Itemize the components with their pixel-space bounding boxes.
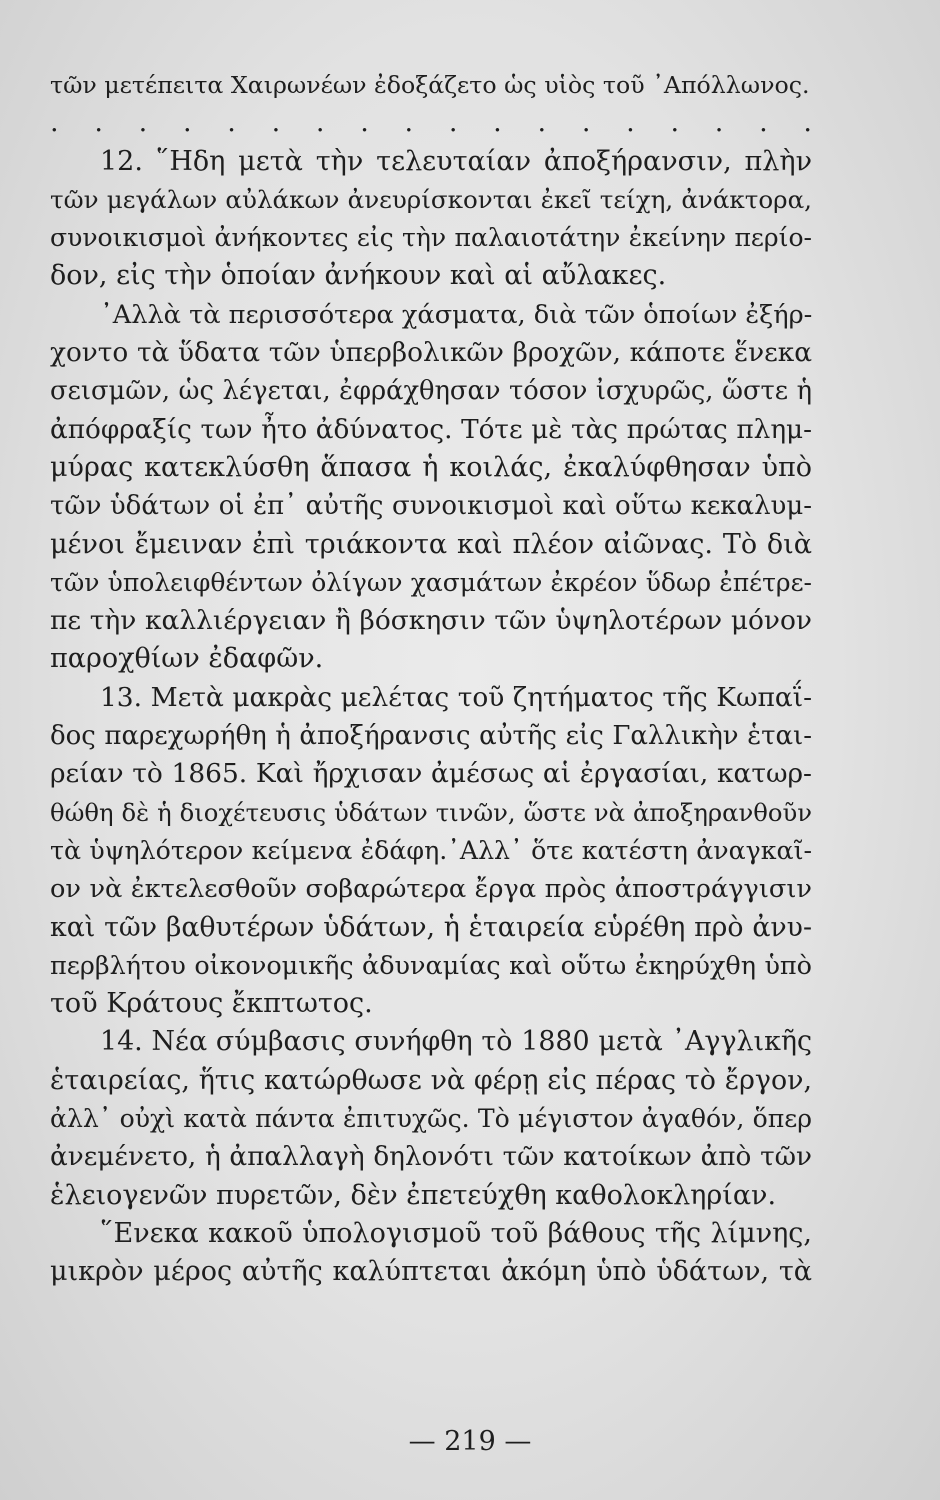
text-line: ᾿Αλλὰ τὰ περισσότερα χάσματα, διὰ τῶν ὁποίων ἐξήρ- xyxy=(100,299,813,330)
text-line: ον νὰ ἐκτελεσθοῦν σοβαρώτερα ἔργα πρὸς ἀποστράγγισιν xyxy=(50,874,812,905)
text-line: δος παρεχωρήθη ἡ ἀποξήρανσις αὐτῆς εἰς Γαλλικὴν ἑται- xyxy=(50,721,812,752)
text-line: τῶν ὑδάτων οἱ ἐπ᾿ αὐτῆς συνοικισμοὶ καὶ οὕτω κεκαλυμ- xyxy=(50,491,812,522)
text-line: χοντο τὰ ὕδατα τῶν ὑπερβολικῶν βροχῶν, κάποτε ἕνεκα xyxy=(50,338,812,369)
text-line: ἑταιρείας, ἥτις κατώρθωσε νὰ φέρῃ εἰς πέρας τὸ ἔργον, xyxy=(50,1064,812,1096)
text-line: σεισμῶν, ὡς λέγεται, ἐφράχθησαν τόσον ἰσχυρῶς, ὥστε ἡ xyxy=(50,376,812,407)
text-line: τῶν μεγάλων αὐλάκων ἀνευρίσκονται ἐκεῖ τείχη, ἀνάκτορα, xyxy=(50,184,812,214)
text-line: 13. Μετὰ μακρὰς μελέτας τοῦ ζητήματος τῆς Κωπαΐ- xyxy=(100,681,812,713)
text-line: ἀπόφραξίς των ἦτο ἀδύνατος. Τότε μὲ τὰς πρώτας πλημ- xyxy=(50,414,812,445)
ellipsis-line: . . . . . . . . . . . . . . . . . . xyxy=(50,107,812,139)
text-line: ῞Ενεκα κακοῦ ὑπολογισμοῦ τοῦ βάθους τῆς λίμνης, xyxy=(100,1217,812,1249)
text-line: τῶν ὑπολειφθέντων ὀλίγων χασμάτων ἐκρέον ὕδωρ ἐπέτρε- xyxy=(50,567,812,597)
text-line: ρείαν τὸ 1865. Καὶ ἤρχισαν ἀμέσως αἱ ἐργασίαι, κατωρ- xyxy=(50,758,812,790)
text-line: 14. Νέα σύμβασις συνήφθη τὸ 1880 μετὰ ᾿Αγγλικῆς xyxy=(100,1026,812,1058)
text-line: 12. ῞Ηδη μετὰ τὴν τελευταίαν ἀποξήρανσιν, πλὴν xyxy=(100,145,812,177)
text-line: περβλήτου οἰκονομικῆς ἀδυναμίας καὶ οὕτω ἐκηρύχθη ὑπὸ xyxy=(50,950,812,981)
text-line: καὶ τῶν βαθυτέρων ὑδάτων, ἡ ἑταιρεία εὑρέθη πρὸ ἀνυ- xyxy=(50,911,812,943)
text-line: τοῦ Κράτους ἔκπτωτος. xyxy=(50,988,373,1020)
text-line: θώθη δὲ ἡ διοχέτευσις ὑδάτων τινῶν, ὥστε νὰ ἀποξηρανθοῦν xyxy=(50,797,812,827)
text-line: ἀνεμένετο, ἡ ἀπαλλαγὴ δηλονότι τῶν κατοίκων ἀπὸ τῶν xyxy=(50,1142,812,1173)
text-line: τὰ ὑψηλότερον κείμενα ἐδάφη.᾿Αλλ᾿ ὅτε κατέστη ἀναγκαῖ- xyxy=(50,835,812,865)
text-line: συνοικισμοὶ ἀνήκοντες εἰς τὴν παλαιοτάτην ἐκείνην περίο- xyxy=(50,223,812,253)
text-line: πε τὴν καλλιέργειαν ἢ βόσκησιν τῶν ὑψηλοτέρων μόνον xyxy=(50,605,812,637)
text-line: ἀλλ᾿ οὐχὶ κατὰ πάντα ἐπιτυχῶς. Τὸ μέγιστον ἀγαθόν, ὅπερ xyxy=(50,1104,812,1134)
page-number: — 219 — xyxy=(408,1426,532,1457)
text-line: τῶν μετέπειτα Χαιρωνέων ἐδοξάζετο ὡς υἱὸς τοῦ ᾿Απόλλωνος. xyxy=(50,71,810,99)
text-line: μικρὸν μέρος αὐτῆς καλύπτεται ἀκόμη ὑπὸ ὑδάτων, τὰ xyxy=(50,1256,812,1288)
text-line: δον, εἰς τὴν ὁποίαν ἀνήκουν καὶ αἱ αὔλακες. xyxy=(50,260,667,292)
text-line: μένοι ἔμειναν ἐπὶ τριάκοντα καὶ πλέον αἰῶνας. Τὸ διὰ xyxy=(50,528,812,560)
text-line: μύρας κατεκλύσθη ἅπασα ἡ κοιλάς, ἐκαλύφθησαν ὑπὸ xyxy=(50,451,812,483)
text-line: ἑλειογενῶν πυρετῶν, δὲν ἐπετεύχθη καθολοκληρίαν. xyxy=(50,1179,777,1211)
body-text xyxy=(50,66,812,1292)
text-line: παροχθίων ἐδαφῶν. xyxy=(50,643,324,675)
